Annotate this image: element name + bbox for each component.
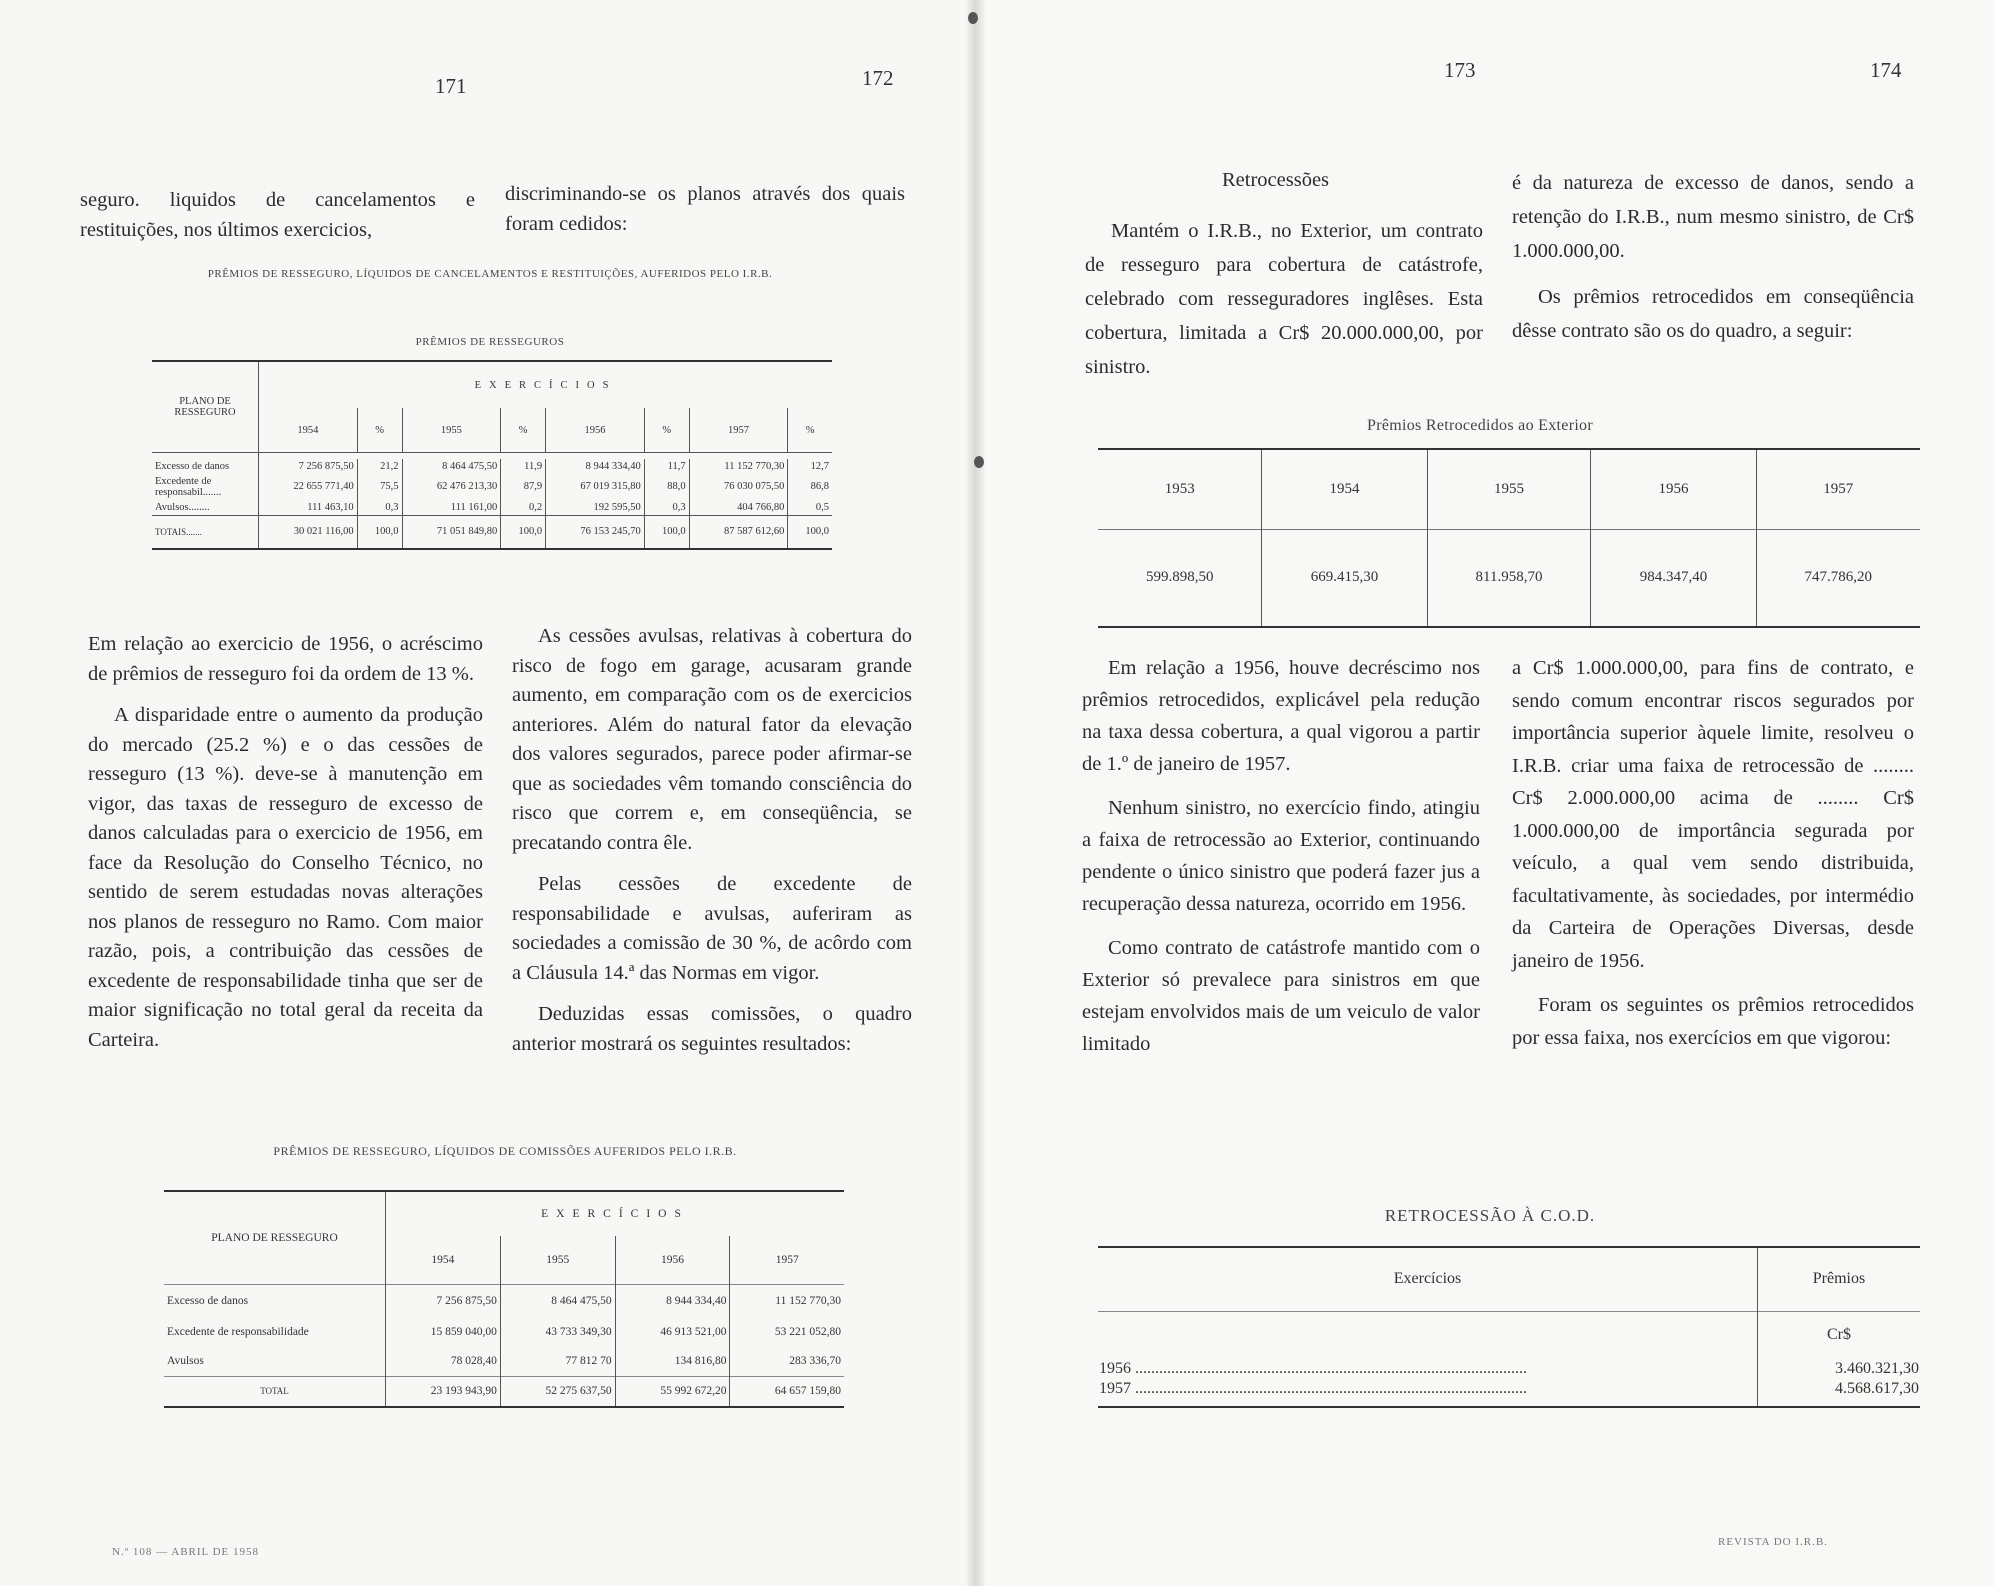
table-row: 1957 .................................................................................................. 4.568.617,30: [1098, 1379, 1920, 1407]
cell: 12,7: [810, 460, 829, 472]
paragraph: Deduzidas essas comissões, o quadro anterior mostrará os seguintes resultados:: [512, 1003, 912, 1055]
row-label: Excedente de responsabil.......: [152, 474, 259, 500]
left-mid-column-2: [512, 622, 912, 1071]
year-header: 1956: [1591, 449, 1756, 529]
year-header: 1955: [402, 408, 501, 453]
cell: 3.460.321,30: [1835, 1360, 1919, 1377]
table-row: [152, 459, 832, 474]
paragraph: Em relação ao exercicio de 1956, o acréscimo de prêmios de resseguro foi da ordem de 13 %.: [88, 633, 483, 685]
cell: 0,3: [644, 500, 689, 516]
cell: 111 161,00: [402, 500, 501, 516]
cell: 111 463,10: [259, 500, 358, 516]
cell: 87,9: [501, 474, 546, 500]
cell: 11 152 770,30: [689, 459, 788, 474]
cell: 30 021 116,00: [259, 515, 358, 549]
cell: 134 816,80: [615, 1347, 730, 1377]
year-header: 1955: [1427, 449, 1591, 529]
paragraph: As cessões avulsas, relativas à cobertura do risco de fogo em garage, acusaram grande aumento, em comparação com os de exercicios anteriores. Além do natural fator da elevação dos valores segurados, parece poder afirmar-se que as sociedades vêm tomando consciência do risco que correm e, em conseqüência, se precatando contra êle.: [512, 625, 912, 854]
page-number-174: 174: [1870, 58, 1902, 82]
table-row: [164, 1347, 844, 1377]
cell: 71 051 849,80: [402, 515, 501, 549]
cell: 669.415,30: [1262, 529, 1427, 627]
cell: 8 944 334,40: [615, 1285, 730, 1317]
pct-header: %: [357, 408, 402, 453]
paragraph: é da natureza de excesso de danos, sendo a retenção do I.R.B., num mesmo sinistro, de Cr$ 1.000.000,00.: [1512, 172, 1914, 262]
book-gutter: [965, 0, 985, 1586]
cell: 8 464 475,50: [500, 1285, 615, 1317]
cell: 100,0: [501, 515, 546, 549]
cell: 21,2: [357, 459, 402, 474]
cell: 100,0: [644, 515, 689, 549]
page-number-173: 173: [1444, 58, 1476, 82]
cell: 23 193 943,90: [386, 1377, 501, 1407]
right-mid-column-2: [1512, 652, 1914, 1066]
paragraph: Foram os seguintes os prêmios retrocedidos por essa faixa, nos exercícios em que vigorou:: [1512, 994, 1914, 1049]
year-header: 1954: [1262, 449, 1427, 529]
table4-title: RETROCESSÃO À C.O.D.: [1384, 1206, 1596, 1225]
cell: 8 464 475,50: [402, 459, 501, 474]
table-header: PLANO DE RESSEGURO: [152, 361, 259, 453]
cell: 67 019 315,80: [546, 474, 645, 500]
cell: 4.568.617,30: [1835, 1380, 1919, 1397]
row-label: Excesso de danos: [152, 459, 259, 474]
paragraph: Em relação a 1956, houve decréscimo nos prêmios retrocedidos, explicável pela redução na taxa dessa cobertura, a qual vigorou a partir de 1.º de janeiro de 1957.: [1082, 657, 1480, 775]
cell: 100,0: [805, 526, 829, 538]
row-label: TOTAIS.......: [152, 515, 259, 549]
cell: 811.958,70: [1427, 529, 1591, 627]
cell: 283 336,70: [789, 1355, 841, 1368]
cell: 46 913 521,00: [615, 1317, 730, 1347]
currency-unit: Cr$: [1827, 1326, 1851, 1344]
left-top-column-2: [505, 180, 905, 251]
cell: 52 275 637,50: [500, 1377, 615, 1407]
table-header: Prêmios: [1812, 1270, 1866, 1288]
year-header: 1955: [500, 1236, 615, 1285]
table2-title: PRÊMIOS DE RESSEGURO, LÍQUIDOS DE COMISSÕES AUFERIDOS PELO I.R.B.: [273, 1144, 737, 1158]
paragraph: discriminando-se os planos através dos quais foram cedidos:: [505, 183, 905, 235]
cell: 55 992 672,20: [615, 1377, 730, 1407]
cell: 7 256 875,50: [259, 459, 358, 474]
page-number-171: 171: [435, 74, 467, 98]
row-label: 1956: [1099, 1360, 1131, 1377]
cell: 88,0: [644, 474, 689, 500]
row-label: 1957: [1099, 1380, 1131, 1397]
table-row: 1956 .................................................................................................. 3.460.321,30: [1099, 1360, 1919, 1377]
cell: 192 595,50: [546, 500, 645, 516]
cell: 11,9: [501, 459, 546, 474]
row-label: TOTAL: [164, 1377, 386, 1407]
cell: 0,5: [815, 501, 829, 513]
cell: 78 028,40: [386, 1347, 501, 1377]
paragraph: Pelas cessões de excedente de responsabilidade e avulsas, auferiram as sociedades a comissão de 30 %, de acôrdo com a Cláusula 14.ª das Normas em vigor.: [512, 873, 912, 984]
cell: 0,3: [357, 500, 402, 516]
paragraph: Nenhum sinistro, no exercício findo, atingiu a faixa de retrocessão ao Exterior, continuando pendente o único sinistro que poderá fazer jus a recuperação dessa natureza, ocorrido em 1956.: [1082, 797, 1480, 915]
cell: 100,0: [357, 515, 402, 549]
cell: 747.786,20: [1804, 569, 1872, 586]
year-header: 1954: [259, 408, 358, 453]
cell: 11,7: [644, 459, 689, 474]
pct-header: %: [805, 424, 815, 436]
cell: 62 476 213,30: [402, 474, 501, 500]
cell: 7 256 875,50: [386, 1285, 501, 1317]
table1-premios-resseguros: [152, 360, 832, 550]
table-header: Exercícios: [1098, 1247, 1758, 1311]
cell: 76 030 075,50: [689, 474, 788, 500]
cell: 77 812 70: [500, 1347, 615, 1377]
cell: 86,8: [810, 481, 829, 492]
row-label: Avulsos: [164, 1347, 386, 1377]
table-row: [164, 1317, 844, 1347]
paragraph: Mantém o I.R.B., no Exterior, um contrato de resseguro para cobertura de catástrofe, celebrado com resseguradores inglêses. Esta cobertura, limitada a Cr$ 20.000.000,00, por sinistro.: [1085, 220, 1483, 378]
cell: 43 733 349,30: [500, 1317, 615, 1347]
cell: 22 655 771,40: [259, 474, 358, 500]
table-total-row: [164, 1377, 844, 1407]
paragraph: Como contrato de catástrofe mantido com o Exterior só prevalece para sinistros em que estejam envolvidos mais de um veiculo de valor limitado: [1082, 937, 1480, 1055]
cell: 53 221 052,80: [774, 1325, 841, 1338]
cell: 599.898,50: [1098, 529, 1262, 627]
right-mid-column-1: [1082, 652, 1480, 1072]
table2-premios-liquidos-comissoes: [164, 1190, 844, 1408]
table-row: [164, 1285, 844, 1317]
table-header: EXERCÍCIOS: [474, 379, 617, 391]
year-header: 1956: [615, 1236, 730, 1285]
table-header: PLANO DE RESSEGURO: [164, 1191, 386, 1285]
cell: 76 153 245,70: [546, 515, 645, 549]
row-label: Avulsos........: [152, 500, 259, 516]
year-header: 1954: [386, 1236, 501, 1285]
table3-title: Prêmios Retrocedidos ao Exterior: [1367, 417, 1593, 434]
cell: 87 587 612,60: [689, 515, 788, 549]
right-top-column-1: [1085, 214, 1483, 396]
table-header: EXERCÍCIOS: [541, 1208, 689, 1220]
left-top-column-1: [80, 186, 475, 257]
binding-mark: [968, 12, 978, 24]
year-header: 1956: [546, 408, 645, 453]
table-total-row: [152, 515, 832, 549]
cell: 11 152 770,30: [775, 1294, 841, 1307]
page-number-172: 172: [862, 66, 894, 90]
year-header: 1957: [1823, 480, 1854, 497]
cell: 0,2: [501, 500, 546, 516]
section-heading: Retrocessões: [1222, 169, 1330, 191]
table-row: [152, 500, 832, 516]
cell: 75,5: [357, 474, 402, 500]
left-mid-column-1: [88, 630, 483, 1067]
binding-mark: [974, 456, 984, 468]
cell: 984.347,40: [1591, 529, 1756, 627]
paragraph: a Cr$ 1.000.000,00, para fins de contrato, e sendo comum encontrar riscos segurados por importância superior àquele limite, resolveu o I.R.B. criar uma faixa de retrocessão de ........ Cr$ 2.000.000,00 acima de ........ Cr$ 1.000.000,00 de importância segurada por veículo, a qual vem sendo distribuida, facultativamente, às sociedades, por intermédio da Carteira de Operações Diversas, desde janeiro de 1956.: [1512, 657, 1914, 972]
table3-premios-retrocedidos: [1098, 448, 1920, 628]
table4-retrocessao-cod: [1098, 1246, 1920, 1408]
left-footer: N.º 108 — ABRIL DE 1958: [112, 1546, 260, 1558]
year-header: 1957: [689, 408, 788, 453]
pct-header: %: [644, 408, 689, 453]
paragraph: Os prêmios retrocedidos em conseqüência dêsse contrato são os do quadro, a seguir:: [1512, 286, 1914, 342]
table-row: [152, 474, 832, 500]
pct-header: %: [501, 408, 546, 453]
table-row: [1098, 529, 1920, 627]
paragraph: A disparidade entre o aumento da produção do mercado (25.2 %) e o das cessões de resseguro (13 %). deve-se à manutenção em vigor, das taxas de resseguro de excesso de danos calculadas para o exercicio de 1956, em face da Resolução do Conselho Técnico, no sentido de serem estudadas novas alterações nos planos de resseguro no Ramo. Com maior razão, pois, a contribuição das cessões de excedente de responsabilidade tinha que ser de maior significação no total geral da receita da Carteira.: [88, 704, 483, 1051]
table1-subtitle: PRÊMIOS DE RESSEGUROS: [415, 336, 565, 348]
year-header: 1953: [1098, 449, 1262, 529]
table1-title: PRÊMIOS DE RESSEGURO, LÍQUIDOS DE CANCELAMENTOS E RESTITUIÇÕES, AUFERIDOS PELO I.R.B.: [207, 268, 773, 280]
right-top-column-2: [1512, 166, 1914, 360]
row-label: Excedente de responsabilidade: [164, 1317, 386, 1347]
cell: 64 657 159,80: [774, 1385, 841, 1398]
cell: 404 766,80: [689, 500, 788, 516]
right-footer: REVISTA DO I.R.B.: [1718, 1536, 1828, 1548]
cell: 15 859 040,00: [386, 1317, 501, 1347]
row-label: Excesso de danos: [164, 1285, 386, 1317]
paragraph: seguro. liquidos de cancelamentos e restituições, nos últimos exercicios,: [80, 189, 475, 241]
cell: 8 944 334,40: [546, 459, 645, 474]
year-header: 1957: [775, 1254, 799, 1266]
